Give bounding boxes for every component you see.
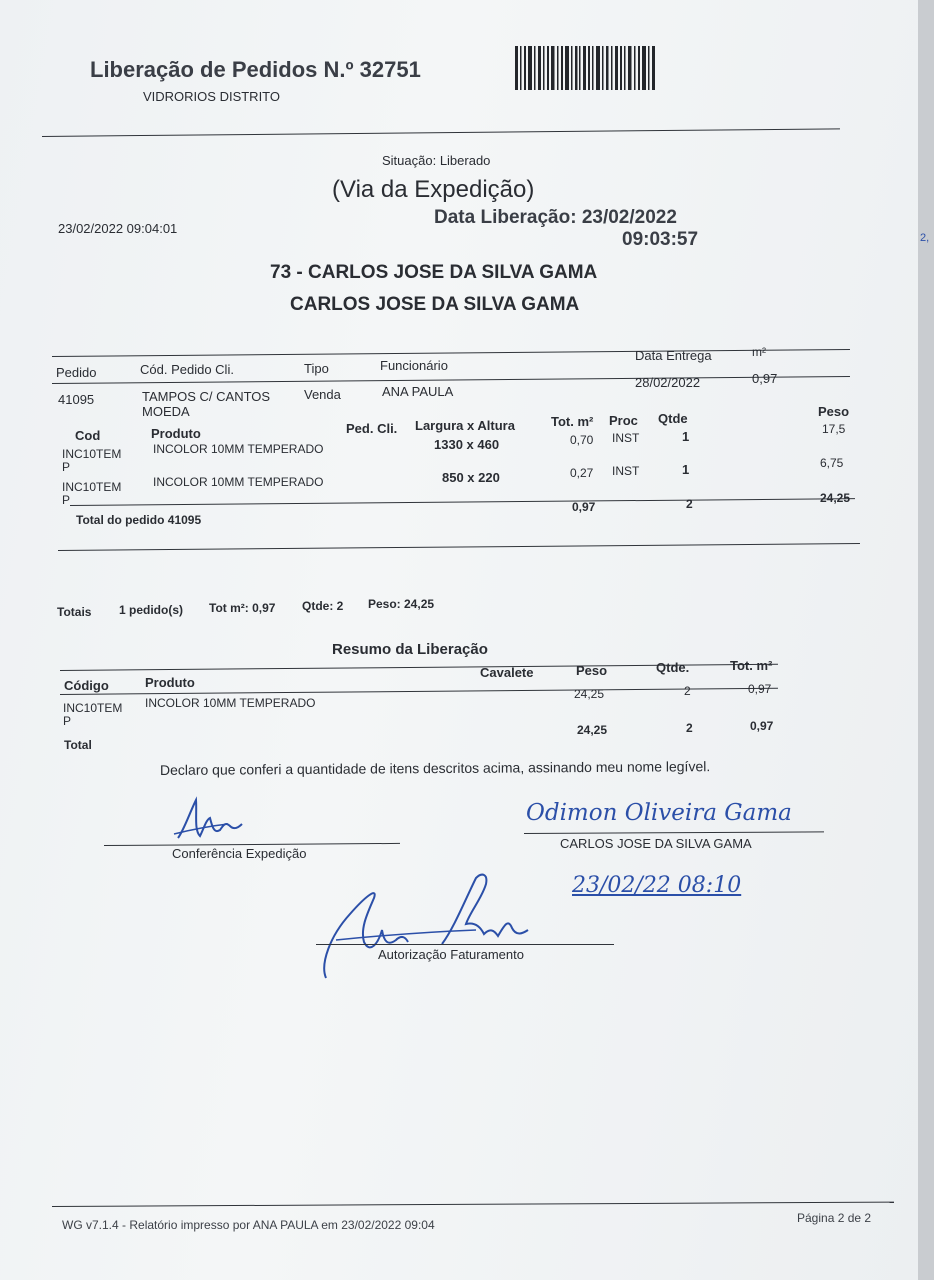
conferencia-label: Conferência Expedição xyxy=(172,846,307,861)
item-qtde: 1 xyxy=(682,429,690,444)
item-col-proc: Proc xyxy=(609,413,638,428)
order-delivery-date: 28/02/2022 xyxy=(635,375,701,390)
item-code-line-2: P xyxy=(62,493,71,507)
summary-code-line-2: P xyxy=(63,714,72,728)
footer-rule xyxy=(52,1202,894,1207)
item-code-line-2: P xyxy=(62,460,71,474)
order-total-m2: 0,97 xyxy=(572,500,596,514)
printed-timestamp: 23/02/2022 09:04:01 xyxy=(58,221,178,236)
item-tot-m2: 0,70 xyxy=(570,433,594,447)
item-code-line-1: INC10TEM xyxy=(62,480,122,494)
summary-product: INCOLOR 10MM TEMPERADO xyxy=(145,696,316,710)
order-table-bottom-rule xyxy=(58,543,860,551)
item-product: INCOLOR 10MM TEMPERADO xyxy=(153,442,324,456)
col-pedido: Pedido xyxy=(56,365,97,380)
footer-page-number: Página 2 de 2 xyxy=(797,1211,872,1225)
client-handwritten-signature: Odimon Oliveira Gama xyxy=(526,800,792,826)
autorizacao-signature xyxy=(316,868,556,988)
summary-code-line-1: INC10TEM xyxy=(63,701,123,715)
summary-col-qtde: Qtde. xyxy=(656,660,690,675)
item-proc: INST xyxy=(612,464,640,478)
col-cod-pedido-cli: Cód. Pedido Cli. xyxy=(140,362,234,377)
totals-qtde: Qtde: 2 xyxy=(302,599,344,613)
order-type: Venda xyxy=(304,387,341,402)
order-total-peso: 24,25 xyxy=(820,491,851,505)
order-total-qtde: 2 xyxy=(686,497,693,511)
item-col-tot-m2: Tot. m² xyxy=(551,414,594,429)
totals-peso: Peso: 24,25 xyxy=(368,597,435,611)
header-divider xyxy=(42,128,840,137)
handwritten-date: 23/02/22 08:10 xyxy=(572,873,742,898)
side-mark: 2, xyxy=(920,232,930,244)
autorizacao-signature-line xyxy=(316,944,614,945)
summary-qtde: 2 xyxy=(684,684,691,698)
order-employee: ANA PAULA xyxy=(382,384,454,399)
item-qtde: 1 xyxy=(682,462,690,477)
totals-pedidos: 1 pedido(s) xyxy=(119,603,184,617)
summary-col-produto: Produto xyxy=(145,675,195,690)
item-dimensions: 1330 x 460 xyxy=(434,437,500,452)
item-code-line-1: INC10TEM xyxy=(62,447,122,461)
summary-total-label: Total xyxy=(64,738,92,752)
order-number: 41095 xyxy=(58,392,95,407)
via-label: (Via da Expedição) xyxy=(332,176,535,203)
release-date: Data Liberação: 23/02/2022 xyxy=(434,207,677,228)
order-m2: 0,97 xyxy=(752,371,778,386)
status-text: Situação: Liberado xyxy=(382,153,491,168)
item-col-produto: Produto xyxy=(151,426,201,441)
item-dimensions: 850 x 220 xyxy=(442,470,500,485)
summary-total-qtde: 2 xyxy=(686,721,693,735)
item-product: INCOLOR 10MM TEMPERADO xyxy=(153,475,324,489)
conferencia-signature xyxy=(170,790,260,850)
item-tot-m2: 0,27 xyxy=(570,466,594,480)
client-signature-line xyxy=(524,831,824,834)
client-line-2: CARLOS JOSE DA SILVA GAMA xyxy=(290,294,580,315)
totals-m2: Tot m²: 0,97 xyxy=(209,601,276,615)
item-peso: 6,75 xyxy=(820,456,844,470)
release-time: 09:03:57 xyxy=(622,229,699,250)
summary-tot-m2: 0,97 xyxy=(748,682,772,696)
footer-printed-by: WG v7.1.4 - Relatório impresso por ANA PAULA em 23/02/2022 09:04 xyxy=(62,1218,435,1232)
summary-col-peso: Peso xyxy=(576,663,608,678)
order-client-code-line-1: TAMPOS C/ CANTOS xyxy=(142,389,271,404)
item-col-qtde: Qtde xyxy=(658,411,688,426)
item-peso: 17,5 xyxy=(822,422,846,436)
item-proc: INST xyxy=(612,431,640,445)
summary-peso: 24,25 xyxy=(574,687,605,701)
col-tipo: Tipo xyxy=(304,361,329,376)
summary-col-cavalete: Cavalete xyxy=(480,665,534,680)
col-m2: m² xyxy=(752,345,766,359)
item-col-ped-cli: Ped. Cli. xyxy=(346,421,398,436)
item-col-peso: Peso xyxy=(818,404,850,419)
col-funcionario: Funcionário xyxy=(380,358,448,373)
client-signature-name: CARLOS JOSE DA SILVA GAMA xyxy=(560,836,752,851)
summary-title: Resumo da Liberação xyxy=(332,641,488,658)
client-line-1: 73 - CARLOS JOSE DA SILVA GAMA xyxy=(270,262,598,283)
barcode xyxy=(515,46,655,90)
autorizacao-label: Autorização Faturamento xyxy=(378,947,524,962)
document-title: Liberação de Pedidos N.º 32751 xyxy=(90,57,421,82)
order-total-rule xyxy=(70,498,855,506)
item-col-dimensions: Largura x Altura xyxy=(415,418,515,433)
company-name: VIDRORIOS DISTRITO xyxy=(143,89,280,104)
totals-label: Totais xyxy=(57,605,92,619)
summary-col-codigo: Código xyxy=(64,678,109,693)
order-client-code-line-2: MOEDA xyxy=(142,404,190,419)
item-col-cod: Cod xyxy=(75,428,101,443)
declaration-text: Declaro que conferi a quantidade de itens descritos acima, assinando meu nome legível. xyxy=(159,758,711,778)
order-total-label: Total do pedido 41095 xyxy=(76,513,202,527)
summary-col-tot-m2: Tot. m² xyxy=(730,658,773,673)
summary-total-peso: 24,25 xyxy=(577,723,608,737)
summary-total-m2: 0,97 xyxy=(750,719,774,733)
order-header-rule xyxy=(52,376,850,384)
order-table-top-rule xyxy=(52,349,850,357)
col-data-entrega: Data Entrega xyxy=(635,348,712,363)
